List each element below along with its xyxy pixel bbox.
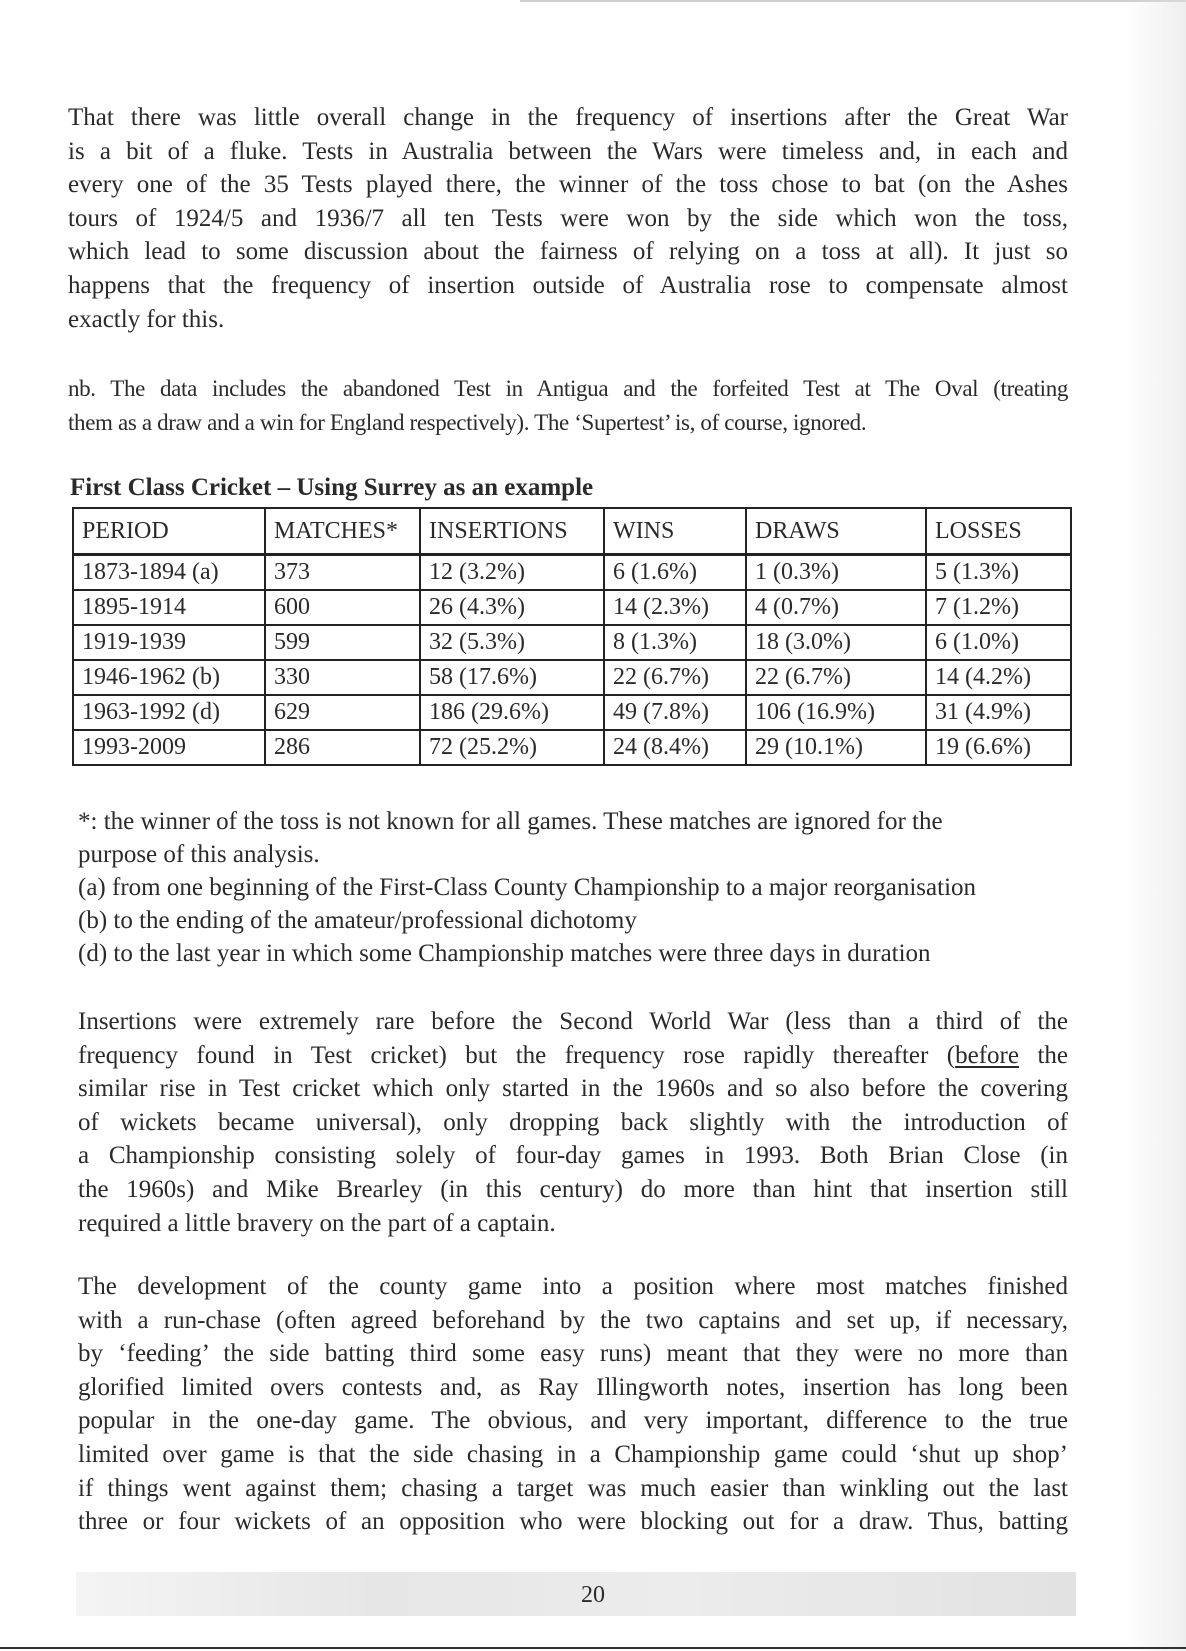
paragraph-great-war [68,101,1068,336]
cell-wins: 6 (1.6%) [604,555,746,591]
cell-matches: 373 [265,555,420,591]
text-line: required a little bravery on the part of a captain. [78,1209,556,1237]
text-line: exactly for this. [68,305,225,333]
cell-insertions: 12 (3.2%) [420,555,604,591]
text-line: The development of the county game into a position where most matches finished [78,1273,1068,1300]
text-segment: the [1018,1041,1068,1069]
table-row [73,625,1071,660]
cell-insertions: 32 (5.3%) [420,625,604,660]
text-line: popular in the one-day game. The obvious, and very important, difference to the true [78,1407,1068,1435]
cell-period: 1919-1939 [73,625,265,660]
text-line: a Championship consisting solely of four-day games in 1993. Both Brian Close (in [78,1142,1068,1170]
cell-losses: 31 (4.9%) [926,695,1071,730]
table-row [73,660,1071,695]
paragraph-nb-note [68,372,1068,440]
header-matches: MATCHES* [265,508,420,555]
cell-period: 1895-1914 [73,590,265,625]
table-footnotes [78,805,1078,970]
cell-matches: 330 [265,660,420,695]
text-line: happens that the frequency of insertion outside of Australia rose to compensate almost [68,271,1068,299]
table-row [73,695,1071,730]
text-segment: frequency found in Test cricket) but the frequency rose rapidly thereafter ( [78,1041,956,1069]
cell-draws: 29 (10.1%) [746,730,926,765]
page-edge-shadow [1126,0,1186,1651]
cell-matches: 599 [265,625,420,660]
text-line: with a run-chase (often agreed beforehand by the two captains and set up, if necessary, [78,1306,1068,1334]
cell-wins: 49 (7.8%) [604,695,746,730]
footnote-a: (a) from one beginning of the First-Class County Championship to a major reorganisation [78,874,977,901]
header-wins: WINS [604,508,746,555]
text-line: nb. The data includes the abandoned Test in Antigua and the forfeited Test at The Oval (treating [68,376,1068,401]
cell-insertions: 186 (29.6%) [420,695,604,730]
footnote-asterisk-cont: purpose of this analysis. [78,841,320,868]
cell-losses: 7 (1.2%) [926,590,1071,625]
header-period: PERIOD [73,508,265,555]
cell-period: 1993-2009 [73,730,265,765]
cell-losses: 6 (1.0%) [926,625,1071,660]
cell-matches: 629 [265,695,420,730]
paragraph-county-game [78,1270,1068,1539]
table-header-row [73,508,1071,555]
text-line: the 1960s) and Mike Brearley (in this century) do more than hint that insertion still [78,1175,1068,1203]
underlined-word: before [955,1041,1019,1069]
bottom-rule [0,1647,1186,1649]
cell-wins: 22 (6.7%) [604,660,746,695]
header-losses: LOSSES [926,508,1071,555]
page-number: 20 [581,1582,605,1608]
text-line: which lead to some discussion about the fairness of relying on a toss at all). It just so [68,238,1068,266]
cell-insertions: 26 (4.3%) [420,590,604,625]
text-line: glorified limited overs contests and, as Ray Illingworth notes, insertion has long been [78,1373,1068,1401]
cell-draws: 22 (6.7%) [746,660,926,695]
cell-losses: 5 (1.3%) [926,555,1071,591]
cell-draws: 4 (0.7%) [746,590,926,625]
surrey-insertions-table [72,507,1072,766]
table-title: First Class Cricket – Using Surrey as an example [70,474,594,501]
text-line: if things went against them; chasing a target was much easier than winkling out the last [78,1474,1068,1502]
cell-period: 1873-1894 (a) [73,555,265,591]
table-row [73,590,1071,625]
cell-losses: 19 (6.6%) [926,730,1071,765]
cell-matches: 286 [265,730,420,765]
header-insertions: INSERTIONS [420,508,604,555]
text-line: Insertions were extremely rare before the Second World War (less than a third of the [78,1008,1068,1035]
cell-losses: 14 (4.2%) [926,660,1071,695]
text-line: every one of the 35 Tests played there, the winner of the toss chose to bat (on the Ashes [68,171,1068,199]
cell-wins: 24 (8.4%) [604,730,746,765]
cell-wins: 8 (1.3%) [604,625,746,660]
footnote-d: (d) to the last year in which some Championship matches were three days in duration [78,940,931,967]
footnote-asterisk: *: the winner of the toss is not known for all games. These matches are ignored for the [78,808,943,835]
table-row [73,730,1071,765]
cell-matches: 600 [265,590,420,625]
text-line: is a bit of a fluke. Tests in Australia between the Wars were timeless and, in each and [68,137,1068,165]
table-row [73,555,1071,591]
header-draws: DRAWS [746,508,926,555]
text-line: That there was little overall change in the frequency of insertions after the Great War [68,104,1068,131]
text-line: tours of 1924/5 and 1936/7 all ten Tests were won by the side which won the toss, [68,204,1068,232]
cell-wins: 14 (2.3%) [604,590,746,625]
cell-insertions: 58 (17.6%) [420,660,604,695]
text-line: three or four wickets of an opposition who were blocking out for a draw. Thus, batting [78,1508,1068,1536]
footnote-b: (b) to the ending of the amateur/professional dichotomy [78,907,637,934]
cell-insertions: 72 (25.2%) [420,730,604,765]
cell-period: 1963-1992 (d) [73,695,265,730]
paragraph-insertions-rare [78,1005,1068,1240]
text-line: by ‘feeding’ the side batting third some easy runs) meant that they were no more than [78,1340,1068,1368]
text-line: similar rise in Test cricket which only started in the 1960s and so also before the covering [78,1075,1068,1103]
cell-draws: 106 (16.9%) [746,695,926,730]
cell-draws: 1 (0.3%) [746,555,926,591]
cell-period: 1946-1962 (b) [73,660,265,695]
text-line: limited over game is that the side chasing in a Championship game could ‘shut up shop’ [78,1440,1068,1468]
text-line: of wickets became universal), only dropping back slightly with the introduction of [78,1108,1068,1136]
text-line [78,1039,1068,1073]
top-rule [520,0,1186,2]
text-line: them as a draw and a win for England respectively). The ‘Supertest’ is, of course, ignored. [68,410,867,435]
cell-draws: 18 (3.0%) [746,625,926,660]
